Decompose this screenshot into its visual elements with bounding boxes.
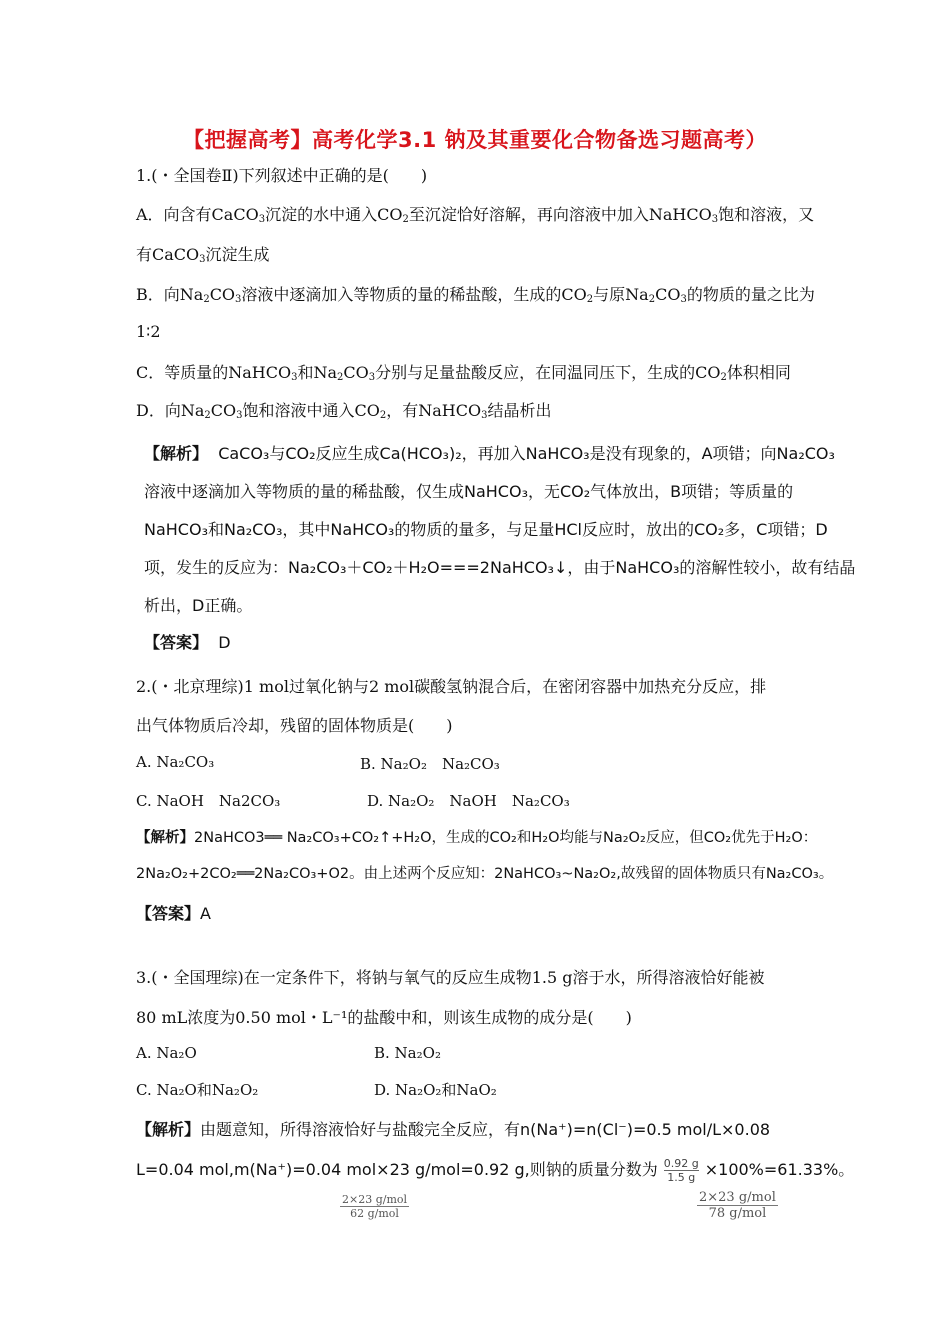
answer-label: 【答案】 xyxy=(136,904,201,923)
q1-option-b-line1: B．向$Na_2CO_3$溶液中逐滴加入等物质的量的稀盐酸，生成的$CO_2$与原$Na_2CO_3$的物质的量之比为 xyxy=(136,285,815,305)
q1-stem: 1.(・全国卷Ⅱ)下列叙述中正确的是( ) xyxy=(136,166,428,185)
answer-label: 【答案】 xyxy=(144,633,209,652)
q2-option-b: B. Na₂O₂ Na₂CO₃ xyxy=(360,755,500,773)
mass-fraction: $\frac{0.92 g}{1.5 g}$ xyxy=(663,1157,699,1184)
q1-option-a-line1: A．向含有CaCO$_3$沉淀的水中通入$CO_2$至沉淀恰好溶解，再向溶液中加入NaHCO$_3$饱和溶液，又 xyxy=(136,205,815,225)
analysis-label: 【解析】 xyxy=(136,1120,201,1139)
page-title: 【把握高考】高考化学3.1 钠及其重要化合物备选习题高考） xyxy=(182,128,767,152)
q1-option-c: C．等质量的NaHCO$_3$和$Na_2CO_3$分别与足量盐酸反应，在同温同压下，生成的$CO_2$体积相同 xyxy=(136,363,791,383)
q2-option-a: A. Na₂CO₃ xyxy=(136,753,215,771)
q2-analysis-line1: 【解析】2NaHCO3══ Na₂CO₃+CO₂↑+H₂O，生成的CO₂和H₂O均能与Na₂O₂反应，但CO₂优先于H₂O： xyxy=(136,830,818,846)
q2-stem-line1: 2.(・北京理综)1 mol过氧化钠与2 mol碳酸氢钠混合后，在密闭容器中加热充分反应，排 xyxy=(136,677,767,696)
q3-analysis-line2: L=0.04 mol,m(Na⁺)=0.04 mol×23 g/mol=0.92 g,则钠的质量分数为 $\frac{0.92 g}{1.5 g}$ ×100%=61.33%。 xyxy=(136,1157,855,1184)
q1-analysis-line2: 溶液中逐滴加入等物质的量的稀盐酸，仅生成NaHCO₃，无CO₂气体放出，B项错；等质量的 xyxy=(144,482,794,501)
analysis-label: 【解析】 xyxy=(136,830,194,846)
q2-option-c: C. NaOH Na2CO₃ xyxy=(136,792,281,810)
q1-answer: 【答案】 D xyxy=(144,633,231,652)
q1-analysis-line3: NaHCO₃和Na₂CO₃，其中NaHCO₃的物质的量多，与足量HCl反应时，放出的CO₂多，C项错；D xyxy=(144,520,828,539)
q3-option-c: C. Na₂O和Na₂O₂ xyxy=(136,1081,259,1099)
q1-analysis-line4: 项，发生的反应为：Na₂CO₃＋CO₂＋H₂O===2NaHCO₃↓，由于NaHCO₃的溶解性较小，故有结晶 xyxy=(144,558,856,577)
q3-option-a: A. Na₂O xyxy=(136,1044,197,1062)
q1-option-a-line2: 有CaCO$_3$沉淀生成 xyxy=(136,245,270,265)
q1-analysis-line1: 【解析】 CaCO₃与CO₂反应生成Ca(HCO₃)₂，再加入NaHCO₃是没有现象的，A项错；向Na₂CO₃ xyxy=(144,444,835,463)
fraction-na2o: 2×23 g/mol 62 g/mol xyxy=(342,1193,408,1220)
q3-analysis-line1: 【解析】由题意知，所得溶液恰好与盐酸完全反应，有n(Na⁺)=n(Cl⁻)=0.5 mol/L×0.08 xyxy=(136,1120,771,1139)
q3-option-b: B. Na₂O₂ xyxy=(374,1044,441,1062)
fraction-na2o2: 2×23 g/mol 78 g/mol xyxy=(699,1190,776,1221)
q1-analysis-line5: 析出，D正确。 xyxy=(144,596,253,615)
q2-stem-line2: 出气体物质后冷却，残留的固体物质是( ) xyxy=(136,716,453,735)
q2-option-d: D. Na₂O₂ NaOH Na₂CO₃ xyxy=(367,792,570,810)
analysis-label: 【解析】 xyxy=(144,444,209,463)
q3-stem-line1: 3.(・全国理综)在一定条件下，将钠与氧气的反应生成物1.5 g溶于水，所得溶液恰好能被 xyxy=(136,968,765,987)
q1-option-b-line2: 1∶2 xyxy=(136,322,161,341)
q3-option-d: D. Na₂O₂和NaO₂ xyxy=(374,1081,497,1099)
q3-stem-line2: 80 mL浓度为0.50 mol・L⁻¹的盐酸中和，则该生成物的成分是( ) xyxy=(136,1008,632,1027)
q2-answer: 【答案】A xyxy=(136,904,211,923)
q1-option-d: D．向$Na_2CO_3$饱和溶液中通入$CO_2$，有NaHCO$_3$结晶析出 xyxy=(136,401,552,421)
q2-analysis-line2: 2Na₂O₂+2CO₂══2Na₂CO₃+O2。由上述两个反应知：2NaHCO₃~Na₂O₂,故残留的固体物质只有Na₂CO₃。 xyxy=(136,866,834,882)
